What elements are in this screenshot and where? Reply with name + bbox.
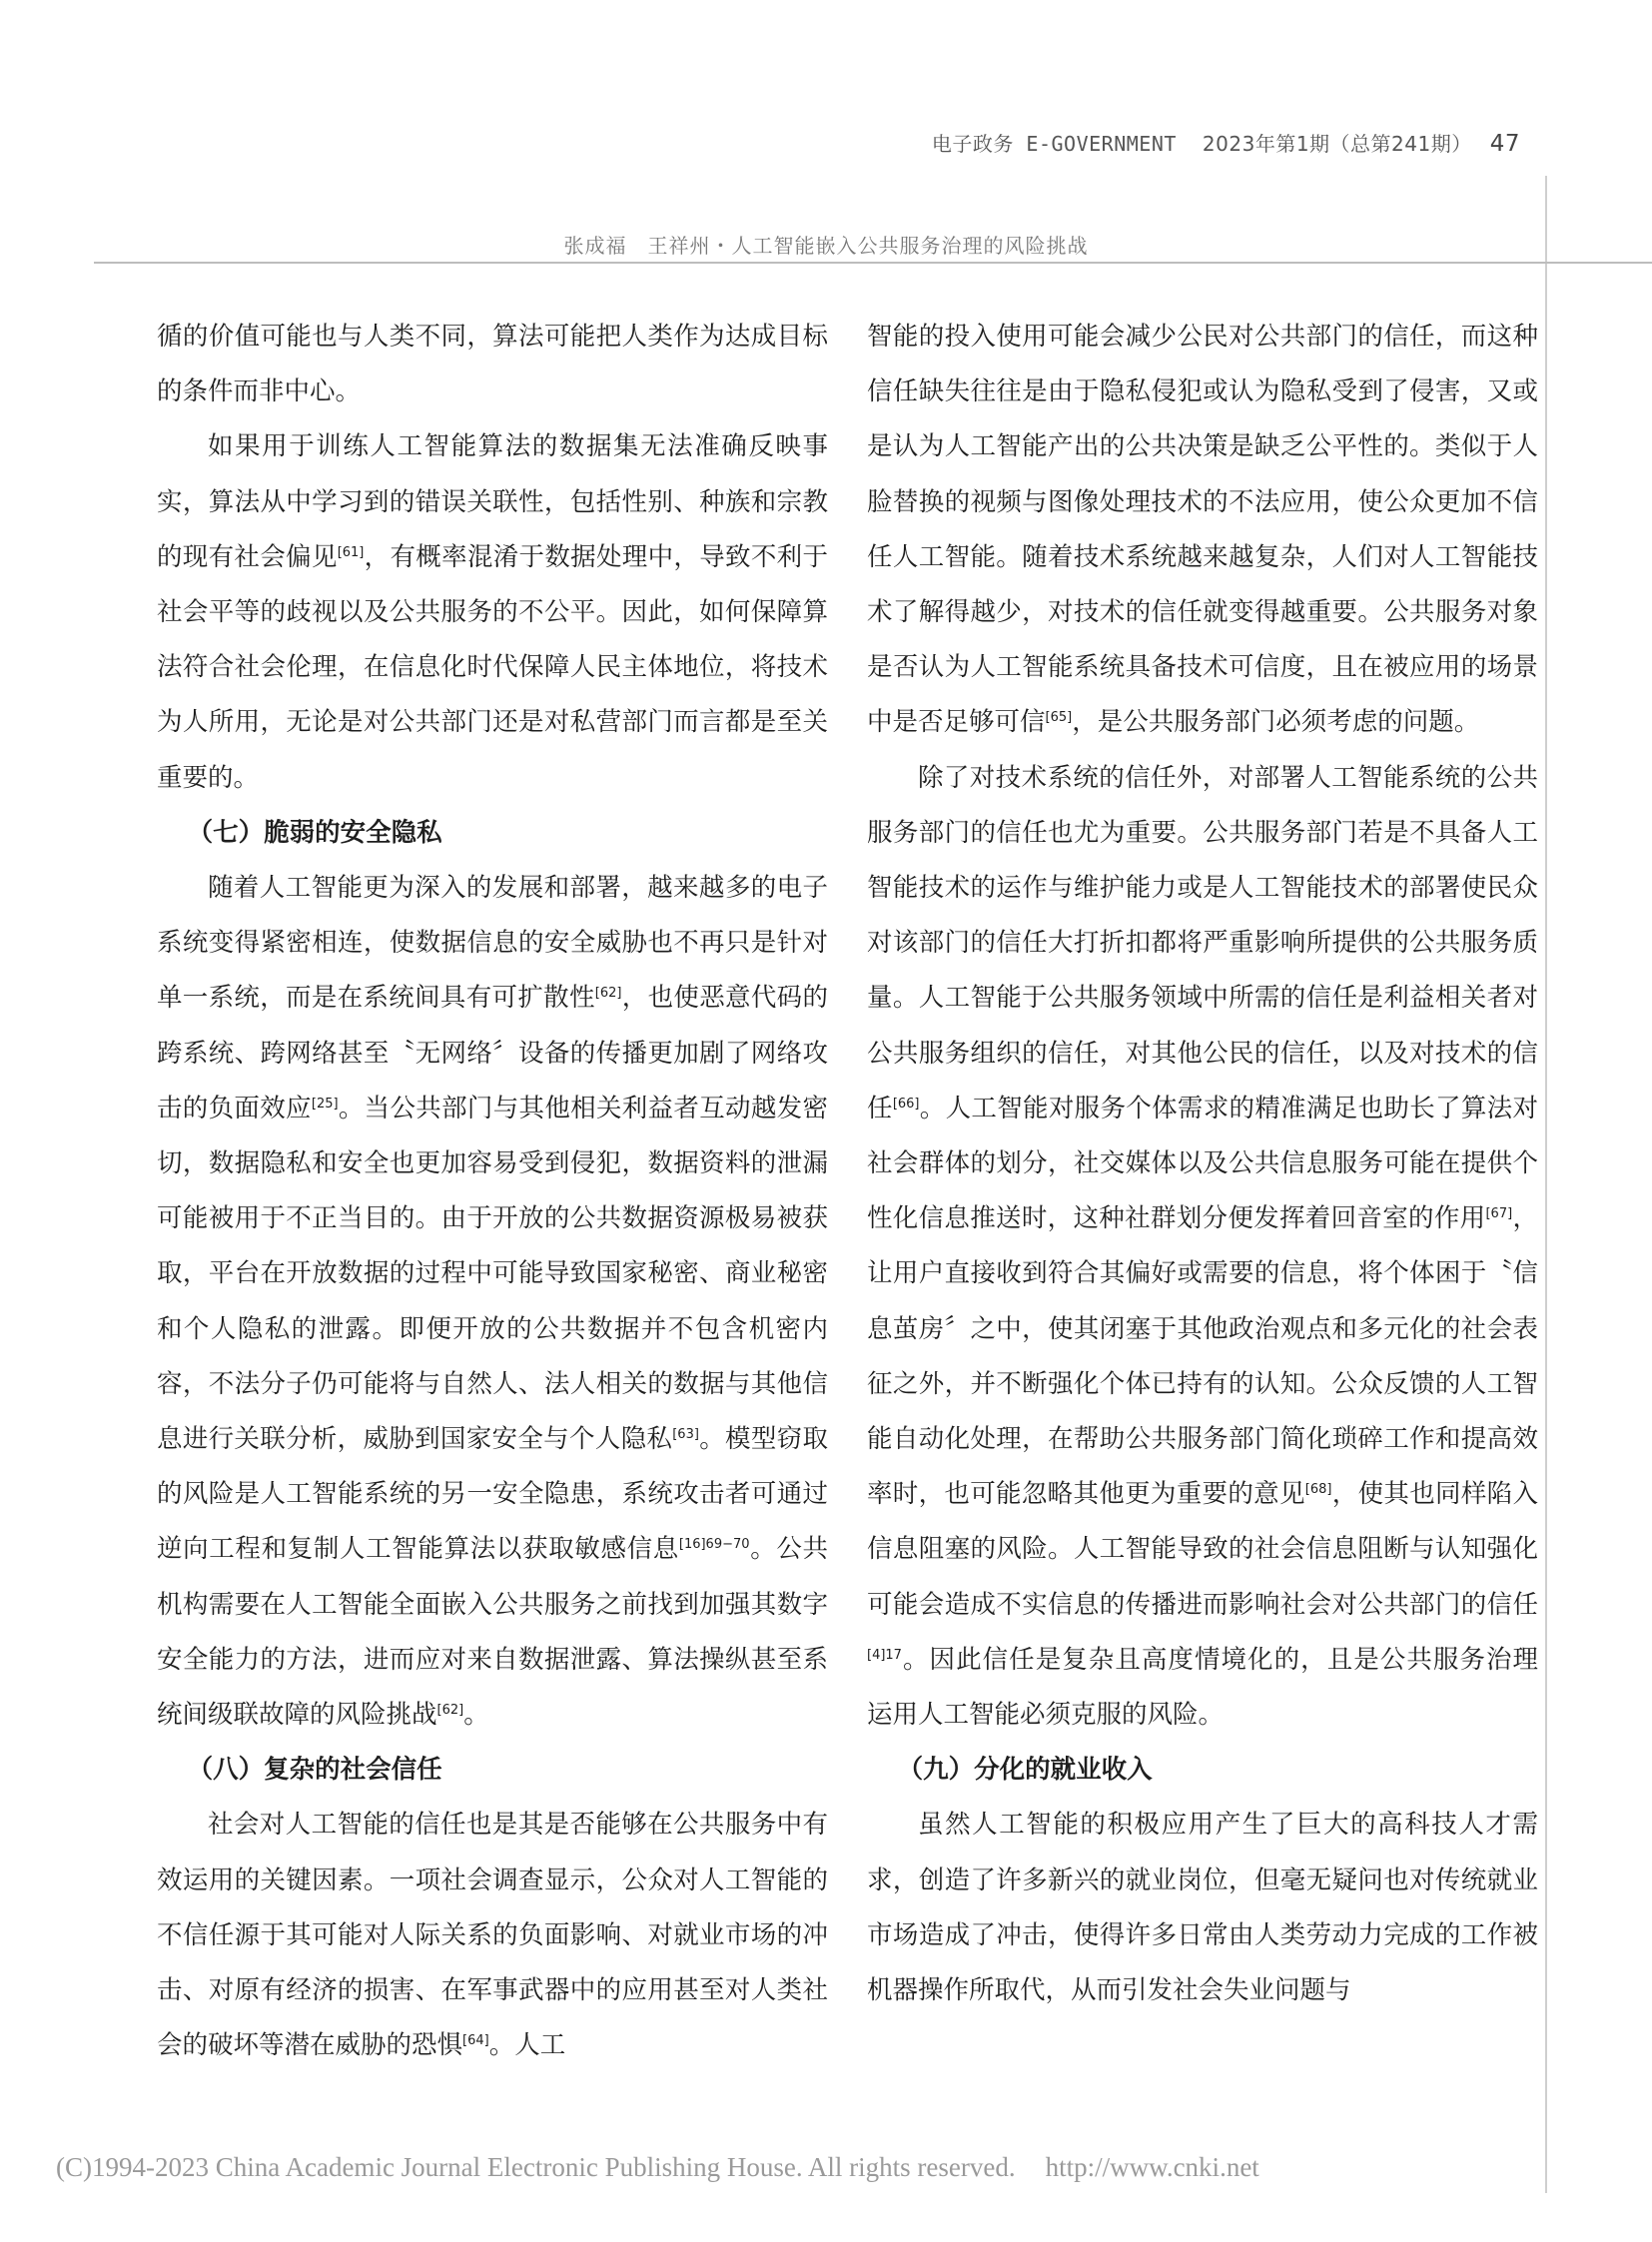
citation: [63]	[672, 1427, 699, 1443]
citation: [66]	[892, 1096, 920, 1112]
right-column	[867, 310, 1538, 2018]
paragraph: 虽然人工智能的积极应用产生了巨大的高科技人才需求，创造了许多新兴的就业岗位，但毫无疑问也对传统就业市场造成了冲击，使得许多日常由人类劳动力完成的工作被机器操作所取代，从而引发社会失业问题与	[867, 1810, 1538, 2006]
paragraph: 社会对人工智能的信任也是其是否能够在公共服务中有效运用的关键因素。一项社会调查显示，公众对人工智能的不信任源于其可能对人际关系的负面影响、对就业市场的冲击、对原有经济的损害、在军事武器中的应用甚至对人类社会的破坏等潜在威胁的恐惧[64]。人工	[157, 1810, 828, 2061]
citation: [68]	[1304, 1482, 1332, 1498]
paragraph: 随着人工智能更为深入的发展和部署，越来越多的电子系统变得紧密相连，使数据信息的安全威胁也不再只是针对单一系统，而是在系统间具有可扩散性[62]，也使恶意代码的跨系统、跨网络甚至〝无网络〞设备的传播更加剧了网络攻击的负面效应[25]。当公共部门与其他相关利益者互动越发密切，数据隐私和安全也更加容易受到侵犯，数据资料的泄漏可能被用于不正当目的。由于开放的公共数据资源极易被获取，平台在开放数据的过程中可能导致国家秘密、商业秘密和个人隐私的泄露。即便开放的公共数据并不包含机密内容，不法分子仍可能将与自然人、法人相关的数据与其他信息进行关联分析，威胁到国家安全与个人隐私[63]。模型窃取的风险是人工智能系统的另一安全隐患，系统攻击者可通过逆向工程和复制人工智能算法以获取敏感信息$^{[16]69-70}$。公共机构需要在人工智能全面嵌入公共服务之前找到加强其数字安全能力的方法，进而应对来自数据泄露、算法操纵甚至系统间级联故障的风险挑战[62]。	[157, 873, 828, 1731]
citation: [62]	[436, 1703, 464, 1719]
citation: [65]	[1045, 710, 1073, 726]
citation: [61]	[337, 544, 365, 560]
section-heading: （九）分化的就业收入	[897, 1755, 1153, 1786]
paragraph: 除了对技术系统的信任外，对部署人工智能系统的公共服务部门的信任也尤为重要。公共服务部门若是不具备人工智能技术的运作与维护能力或是人工智能技术的部署使民众对该部门的信任大打折扣都将严重影响所提供的公共服务质量。人工智能于公共服务领域中所需的信任是利益相关者对公共服务组织的信任，对其他公民的信任，以及对技术的信任[66]。人工智能对服务个体需求的精准满足也助长了算法对社会群体的划分，社交媒体以及公共信息服务可能在提供个性化信息推送时，这种社群划分便发挥着回音室的作用[67]，让用户直接收到符合其偏好或需要的信息，将个体困于〝信息茧房〞之中，使其闭塞于其他政治观点和多元化的社会表征之外，并不断强化个体已持有的认知。公众反馈的人工智能自动化处理，在帮助公共服务部门简化琐碎工作和提高效率时，也可能忽略其他更为重要的意见[68]，使其也同样陷入信息阻塞的风险。人工智能导致的社会信息阻断与认知强化可能会造成不实信息的传播进而影响社会对公共部门的信任$^{[4]17}$。因此信任是复杂且高度情境化的，且是公共服务治理运用人工智能必须克服的风险。	[867, 762, 1538, 1731]
citation: [62]	[594, 986, 622, 1002]
journal-name: 电子政务 E-GOVERNMENT	[931, 132, 1177, 156]
citation: [67]	[1485, 1206, 1513, 1222]
citation: [16]69−70	[678, 1537, 750, 1553]
citation: [4]17	[867, 1647, 902, 1663]
header-vertical-rule	[1545, 176, 1547, 2193]
page-number: 47	[1489, 131, 1520, 157]
citation: [25]	[311, 1096, 339, 1112]
paragraph: 循的价值可能也与人类不同，算法可能把人类作为达成目标的条件而非中心。	[157, 322, 828, 407]
section-heading: （七）脆弱的安全隐私	[187, 817, 442, 848]
paragraph: 智能的投入使用可能会减少公民对公共部门的信任，而这种信任缺失往往是由于隐私侵犯或认为隐私受到了侵害，又或是认为人工智能产出的公共决策是缺乏公平性的。类似于人脸替换的视频与图像处理技术的不法应用，使公众更加不信任人工智能。随着技术系统越来越复杂，人们对人工智能技术了解得越少，对技术的信任就变得越重要。公共服务对象是否认为人工智能系统具备技术可信度，且在被应用的场景中是否足够可信[65]，是公共服务部门必须考虑的问题。	[867, 322, 1538, 738]
footer-url: http://www.cnki.net	[1045, 2152, 1259, 2182]
journal-header	[932, 128, 1520, 157]
left-column	[157, 310, 828, 2074]
issue-info: 2023年第1期（总第241期）	[1202, 132, 1472, 156]
running-title: 张成福 王祥州・人工智能嵌入公共服务治理的风险挑战	[563, 234, 1089, 258]
citation: [64]	[462, 2033, 489, 2049]
copyright-text: (C)1994-2023 China Academic Journal Electronic Publishing House. All rights reserved.	[56, 2152, 1016, 2182]
footer-copyright	[56, 2152, 1259, 2183]
paragraph: 如果用于训练人工智能算法的数据集无法准确反映事实，算法从中学习到的错误关联性，包括性别、种族和宗教的现有社会偏见[61]，有概率混淆于数据处理中，导致不利于社会平等的歧视以及公共服务的不公平。因此，如何保障算法符合社会伦理，在信息化时代保障人民主体地位，将技术为人所用，无论是对公共部门还是对私营部门而言都是至关重要的。	[157, 431, 828, 793]
section-heading: （八）复杂的社会信任	[187, 1755, 442, 1786]
header-rule	[94, 262, 1652, 264]
